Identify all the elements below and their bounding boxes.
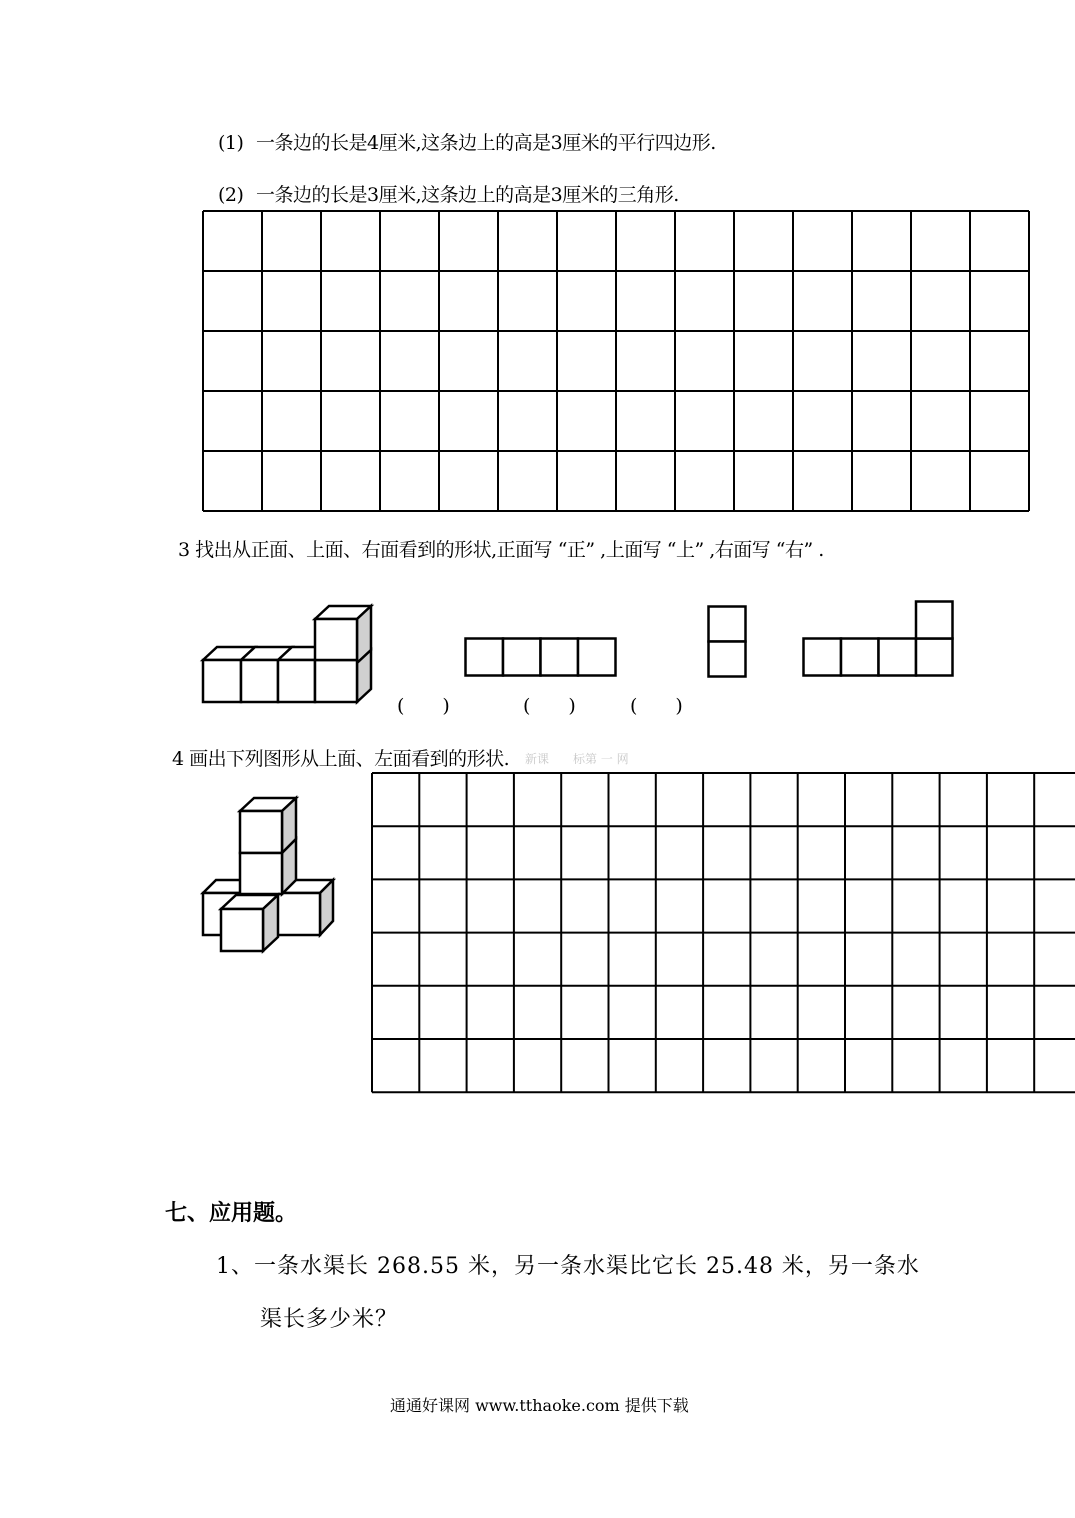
question-3-text: 3 找出从正面、上面、右面看到的形状,正面写 “正” ,上面写 “上” ,右面写 “右” . (178, 539, 824, 561)
view-shape-column (707, 605, 749, 679)
answer-blank-1[interactable]: ( ) (397, 695, 450, 717)
cube-cluster-figure (200, 796, 340, 956)
item-number: (1) (218, 132, 244, 154)
question-4-text: 4 画出下列图形从上面、左面看到的形状. (172, 748, 510, 770)
item-text: 一条边的长是3厘米,这条边上的高是3厘米的三角形. (256, 184, 679, 206)
problem-1-line-2: 渠长多少米？ (260, 1307, 399, 1332)
problem-1-line-1: 1、一条水渠长 268.55 米，另一条水渠比它长 25.48 米，另一条水 (216, 1254, 920, 1279)
drawing-grid-2[interactable] (371, 772, 1075, 1093)
cube-stack-figure (200, 602, 375, 707)
answer-blank-2[interactable]: ( ) (523, 695, 576, 717)
answer-blank-3[interactable]: ( ) (630, 695, 683, 717)
item-number: (2) (218, 184, 244, 206)
question-item-1 (218, 128, 716, 155)
page-footer: 通通好课网 www.tthaoke.com 提供下载 (390, 1396, 689, 1415)
view-shape-row (464, 637, 618, 679)
item-text: 一条边的长是4厘米,这条边上的高是3厘米的平行四边形. (256, 132, 716, 154)
question-item-2 (218, 180, 679, 207)
drawing-grid-1[interactable] (202, 210, 1030, 512)
view-shape-l (802, 600, 956, 679)
watermark-text: 新课 标第 一 网 (525, 752, 629, 766)
section-heading: 七、应用题。 (165, 1200, 298, 1226)
